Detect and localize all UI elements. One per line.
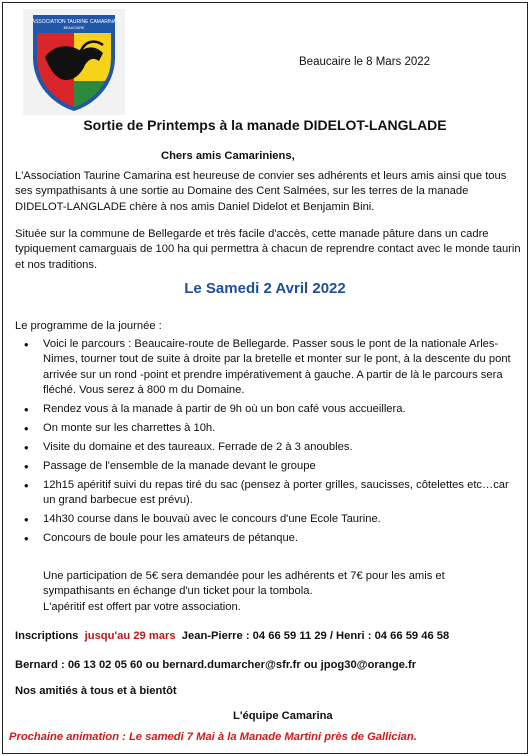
list-item: • 14h30 course dans le bouvaù avec le concours d'une Ecole Taurine. [43,512,519,527]
inscriptions-deadline: jusqu'au 29 mars [84,630,176,642]
list-item: • Voici le parcours : Beaucaire-route de Bellegarde. Passer sous le pont de la nationale Arles-Nimes, tourner tout de suite à droite par la bretelle et monter sur le pont, à la descente du pont arrivée sur un rond -point et prendre impérativement à gauche. A partir de là le parcours sera fléché. Vous serez à 800 m du Domaine. [43,337,519,399]
list-item: • Visite du domaine et des taureaux. Ferrade de 2 à 3 anoubles. [43,440,519,455]
program-heading: Le programme de la journée : [15,320,162,332]
association-logo [23,9,125,115]
letter-date: Beaucaire le 8 Mars 2022 [299,56,431,68]
greeting: Chers amis Camariniens, [161,150,295,162]
logo-text-line2: BEAUCAIRE [63,26,85,30]
intro-paragraph: L'Association Taurine Camarina est heureuse de convier ses adhérents et leurs amis ainsi que tous ses sympathisants à une sortie au Domaine des Cent Salmées, sur les terres de la manade DIDELOT-LANGLADE chère à nos amis Daniel Didelot et Benjamin Bini. [15,170,507,213]
contact-line: Bernard : 06 13 02 05 60 ou bernard.dumarcher@sfr.fr ou jpog30@orange.fr [15,659,417,671]
location-paragraph: Située sur la commune de Bellegarde et très facile d'accès, cette manade pâture dans un cadre typiquement camarguais de 100 ha qui permettra à chacun de reprendre contact avec le monde taurin et nos traditions. [15,228,521,271]
page-title: Sortie de Printemps à la manade DIDELOT-LANGLADE [83,117,447,133]
inscriptions-contacts: Jean-Pierre : 04 66 59 11 29 / Henri : 04 66 59 46 58 [181,630,450,642]
inscriptions-label: Inscriptions [15,630,79,642]
participation-paragraph [43,569,513,615]
list-item: • On monte sur les charrettes à 10h. [43,421,519,436]
event-date-headline: Le Samedi 2 Avril 2022 [184,280,346,297]
list-item: • Rendez vous à la manade à partir de 9h où un bon café vous accueillera. [43,402,519,417]
inscriptions-line [15,629,449,644]
list-item: • Passage de l'ensemble de la manade devant le groupe [43,459,519,474]
program-list [43,337,519,550]
participation-text: Une participation de 5€ sera demandée pour les adhérents et 7€ pour les amis et sympathisants en échange d'un ticket pour la tombola. [43,570,445,598]
closing-text: Nos amitiés à tous et à bientôt [15,685,177,697]
aperitif-text: L'apéritif est offert par votre association. [43,600,241,613]
list-item: • 12h15 apéritif suivi du repas tiré du sac (pensez à porter grilles, saucisses, côtelettes etc…car un grand barbecue est prévu). [43,478,519,509]
list-item: • Concours de boule pour les amateurs de pétanque. [43,531,519,546]
letter-page [2,2,528,754]
logo-text-line1: ASSOCIATION TAURINE CAMARINA [31,19,117,25]
signature: L'équipe Camarina [233,710,333,722]
next-event-notice: Prochaine animation : Le samedi 7 Mai à la Manade Martini près de Gallician. [9,731,417,743]
